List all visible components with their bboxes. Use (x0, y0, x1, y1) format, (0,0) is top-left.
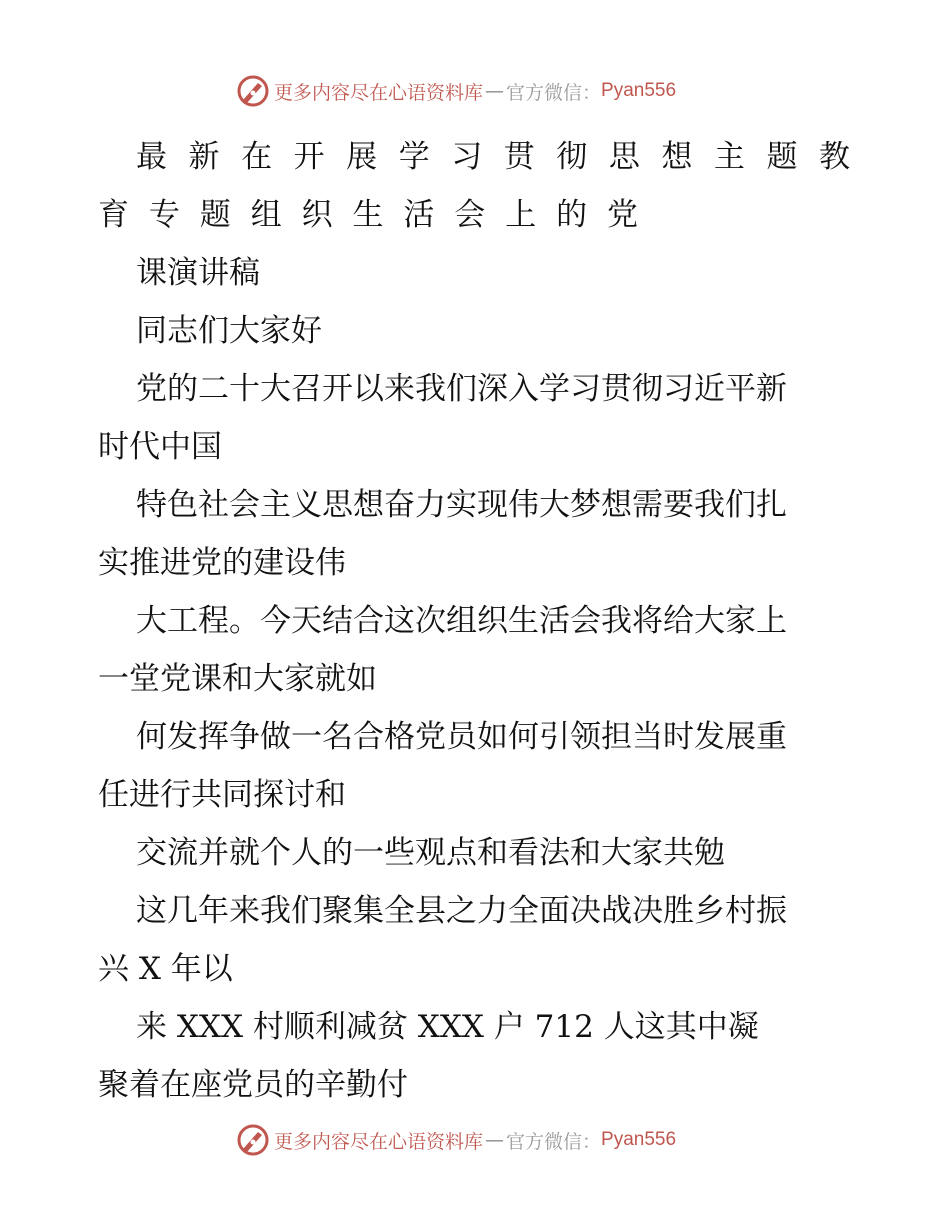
document-body (98, 128, 850, 1114)
title-line-3: 课演讲稿 (136, 255, 260, 291)
paragraph-line: 任进行共同探讨和 (98, 777, 346, 813)
watermark-text: 更多内容尽在心语资料库 (274, 81, 484, 104)
paragraph-line: 交流并就个人的一些观点和看法和大家共勉 (136, 835, 725, 871)
watermark-separator: — (485, 1129, 505, 1151)
title-line-2: 育 专 题 组 织 生 活 会 上 的 党 (98, 197, 638, 233)
paragraph-line: 党的二十大召开以来我们深入学习贯彻习近平新 (136, 371, 787, 407)
paragraph-line: 时代中国 (98, 429, 222, 465)
paragraph-line: 兴 X 年以 (98, 951, 233, 987)
header-watermark (236, 74, 676, 108)
pen-logo-icon (236, 1123, 270, 1157)
paragraph-line: 何发挥争做一名合格党员如何引领担当时发展重 (136, 719, 787, 755)
paragraph-line: 实推进党的建设伟 (98, 545, 346, 581)
paragraph-line: 一堂党课和大家就如 (98, 661, 377, 697)
watermark-wechat-id: Pyan556 (601, 80, 677, 101)
footer-watermark (236, 1123, 676, 1157)
paragraph-line: 同志们大家好 (136, 313, 322, 349)
watermark-separator: — (485, 80, 505, 102)
watermark-wechat-label: 官方微信： (506, 1130, 602, 1153)
title-line-1: 最 新 在 开 展 学 习 贯 彻 思 想 主 题 教 (136, 139, 850, 175)
paragraph-line: 来 XXX 村顺利减贫 XXX 户 712 人这其中凝 (136, 1009, 759, 1045)
paragraph-line: 聚着在座党员的辛勤付 (98, 1067, 408, 1103)
paragraph-line: 特色社会主义思想奋力实现伟大梦想需要我们扎 (136, 487, 787, 523)
watermark-text: 更多内容尽在心语资料库 (274, 1130, 484, 1153)
watermark-wechat-label: 官方微信： (506, 81, 602, 104)
paragraph-line: 这几年来我们聚集全县之力全面决战决胜乡村振 (136, 893, 787, 929)
paragraph-line: 大工程。今天结合这次组织生活会我将给大家上 (136, 603, 787, 639)
pen-logo-icon (236, 74, 270, 108)
watermark-wechat-id: Pyan556 (601, 1129, 677, 1150)
